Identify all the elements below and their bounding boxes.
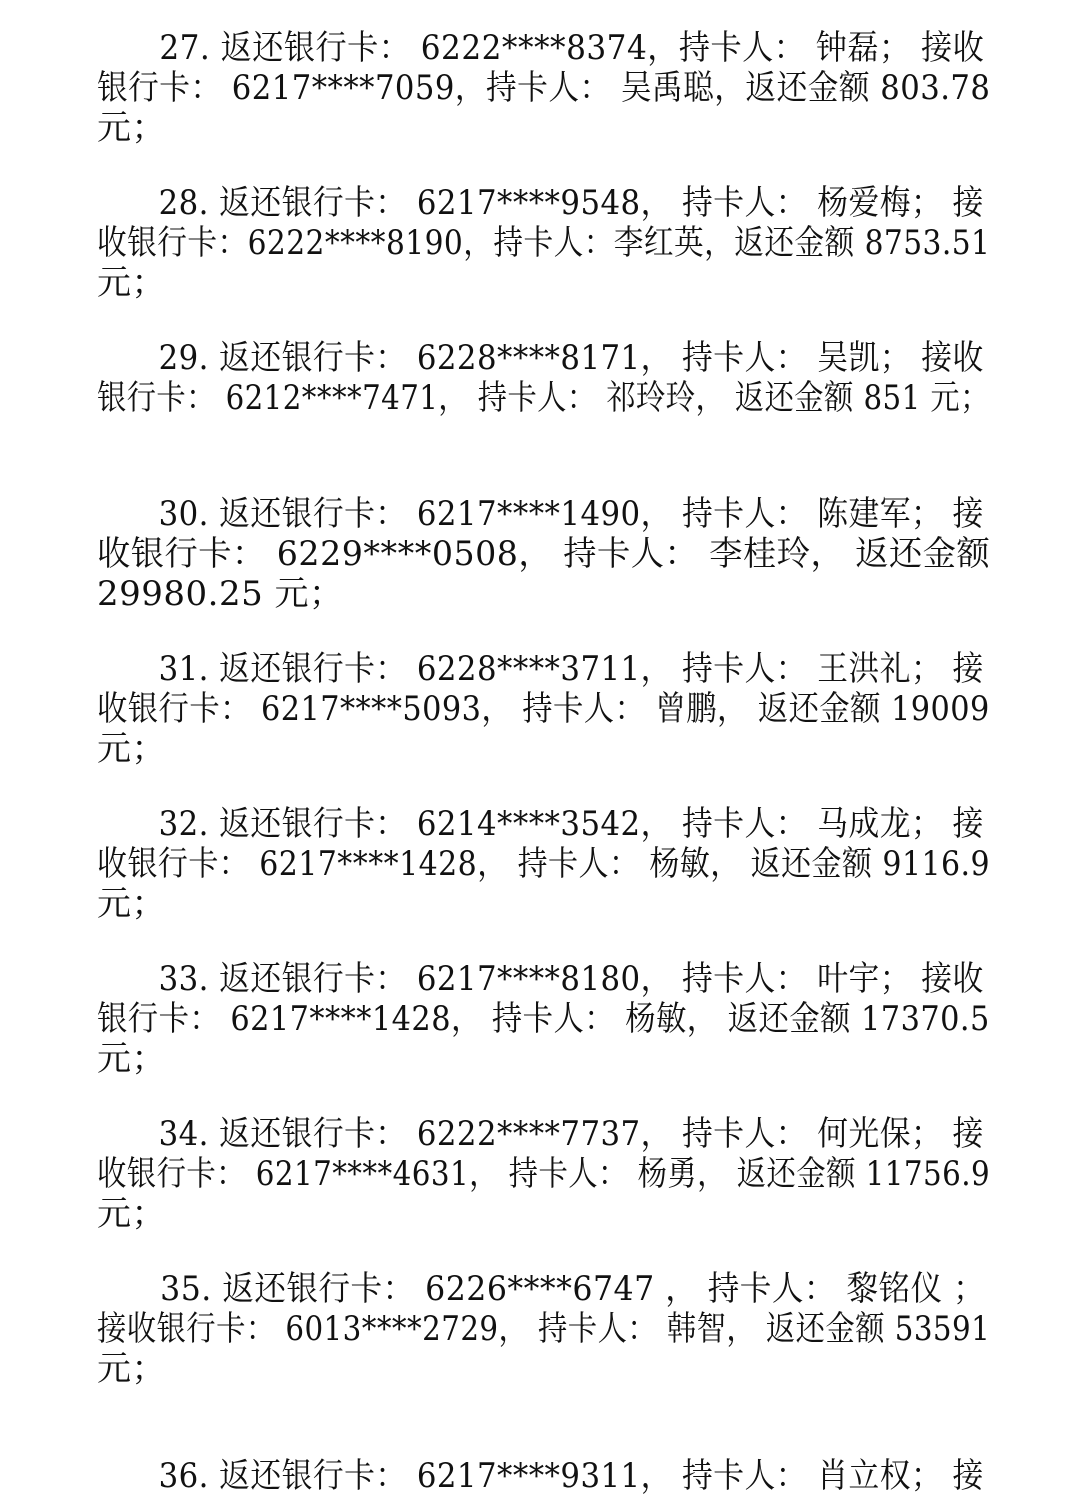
refund-entry-33 xyxy=(97,959,990,1079)
entry-line: 银行卡： 6212****7471， 持卡人： 祁玲玲， 返还金额 851 元； xyxy=(97,378,990,418)
entry-line: 35. 返还银行卡： 6226****6747 ， 持卡人： 黎铭仪 ； xyxy=(160,1269,986,1309)
entry-line: 30. 返还银行卡： 6217****1490， 持卡人： 陈建军； 接 xyxy=(158,494,984,534)
entry-line: 元； xyxy=(97,263,166,303)
refund-entry-31 xyxy=(97,649,990,769)
entry-line: 元； xyxy=(97,1349,166,1389)
entry-line: 元； xyxy=(97,1039,166,1079)
entry-line: 32. 返还银行卡： 6214****3542， 持卡人： 马成龙； 接 xyxy=(158,804,984,844)
entry-line: 元； xyxy=(97,729,166,769)
refund-entry-28 xyxy=(97,183,990,303)
entry-line: 元； xyxy=(97,884,166,924)
entry-line: 29. 返还银行卡： 6228****8171， 持卡人： 吴凯； 接收 xyxy=(158,338,984,378)
entry-line: 收银行卡： 6217****4631， 持卡人： 杨勇， 返还金额 11756.9 xyxy=(97,1154,991,1194)
entry-line: 29980.25 元； xyxy=(97,574,344,614)
entry-line: 接收银行卡： 6013****2729， 持卡人： 韩智， 返还金额 53591 xyxy=(97,1309,991,1349)
entry-line: 收银行卡： 6217****1428， 持卡人： 杨敏， 返还金额 9116.9 xyxy=(97,844,991,884)
refund-entry-34 xyxy=(97,1114,990,1234)
entry-line: 33. 返还银行卡： 6217****8180， 持卡人： 叶宇； 接收 xyxy=(158,959,984,999)
entry-line: 34. 返还银行卡： 6222****7737， 持卡人： 何光保； 接 xyxy=(158,1114,984,1154)
entry-line: 银行卡： 6217****1428， 持卡人： 杨敏， 返还金额 17370.5 xyxy=(97,999,990,1039)
entry-line: 收银行卡：6222****8190，持卡人：李红英，返还金额 8753.51 xyxy=(97,223,991,263)
entry-line: 银行卡： 6217****7059，持卡人： 吴禹聪，返还金额 803.78 xyxy=(97,68,991,108)
refund-entry-32 xyxy=(97,804,990,924)
entry-line: 收银行卡： 6229****0508， 持卡人： 李桂玲， 返还金额 xyxy=(97,534,991,574)
entry-line: 元； xyxy=(97,1194,166,1234)
entry-line: 36. 返还银行卡： 6217****9311， 持卡人： 肖立权； 接 xyxy=(158,1456,984,1496)
entry-line: 27. 返还银行卡： 6222****8374，持卡人： 钟磊； 接收 xyxy=(159,28,985,68)
entry-line: 28. 返还银行卡： 6217****9548， 持卡人： 杨爱梅； 接 xyxy=(158,183,984,223)
entry-line: 31. 返还银行卡： 6228****3711， 持卡人： 王洪礼； 接 xyxy=(158,649,984,689)
entry-line: 元； xyxy=(97,108,166,148)
refund-entry-27 xyxy=(97,28,990,148)
entry-line: 收银行卡： 6217****5093， 持卡人： 曾鹏， 返还金额 19009 xyxy=(97,689,990,729)
refund-entry-30 xyxy=(97,494,990,614)
refund-entry-35 xyxy=(97,1269,990,1389)
refund-entry-36 xyxy=(97,1456,990,1496)
refund-entry-29 xyxy=(97,338,990,418)
